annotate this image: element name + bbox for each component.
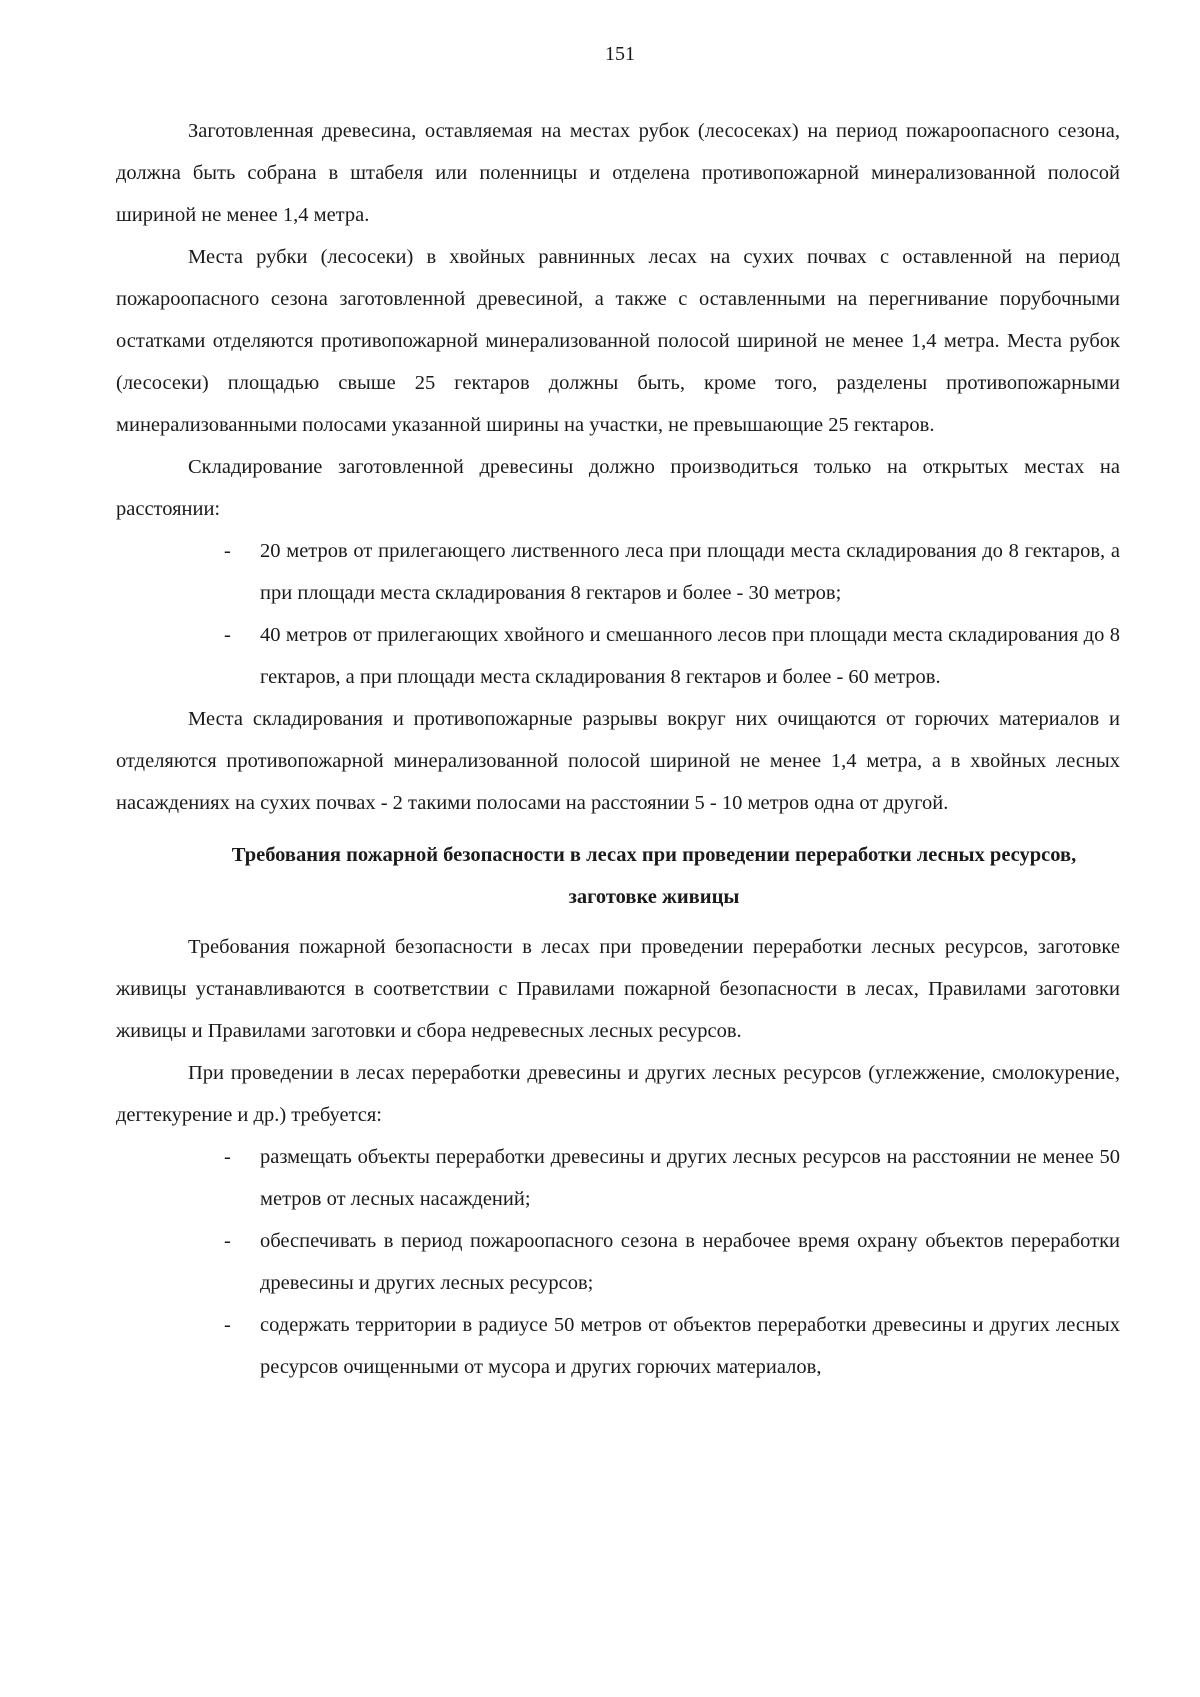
list-item-text: обеспечивать в период пожароопасного сезона в нерабочее время охрану объектов переработки древесины и других лесных ресурсов; — [260, 1230, 1120, 1294]
list-item — [116, 1136, 1120, 1220]
page-body — [116, 110, 1120, 1388]
list-item-text: содержать территории в радиусе 50 метров от объектов переработки древесины и других лесных ресурсов очищенными от мусора и других горючих материалов, — [260, 1314, 1120, 1378]
paragraph-storage-distance: Складирование заготовленной древесины должно производиться только на открытых местах на расстоянии: — [116, 456, 1120, 520]
processing-requirements-list — [116, 1136, 1120, 1388]
list-item — [116, 1304, 1120, 1388]
paragraph-harvested-wood: Заготовленная древесина, оставляемая на местах рубок (лесосеках) на период пожароопасного сезона, должна быть собрана в штабеля или поленницы и отделена противопожарной минерализованной полосой шириной не менее 1,4 метра. — [116, 120, 1120, 226]
list-bullet: - — [224, 1230, 231, 1252]
list-item — [116, 1220, 1120, 1304]
paragraph-processing: При проведении в лесах переработки древесины и других лесных ресурсов (углежжение, смолокурение, дегтекурение и др.) требуется: — [116, 1062, 1120, 1126]
list-item-text: 40 метров от прилегающих хвойного и смешанного лесов при площади места складирования до 8 гектаров, а при площади места складирования 8 гектаров и более - 60 метров. — [260, 624, 1120, 688]
list-bullet: - — [224, 1314, 231, 1336]
list-item-text: размещать объекты переработки древесины и других лесных ресурсов на расстоянии не менее 50 метров от лесных насаждений; — [260, 1146, 1120, 1210]
paragraph-requirements: Требования пожарной безопасности в лесах при проведении переработки лесных ресурсов, заготовке живицы устанавливаются в соответствии с Правилами пожарной безопасности в лесах, Правилами заготовки живицы и Правилами заготовки и сбора недревесных лесных ресурсов. — [116, 936, 1120, 1042]
section-heading: Требования пожарной безопасности в лесах при проведении переработки лесных ресурсов, заготовке живицы — [231, 844, 1077, 908]
list-item — [116, 530, 1120, 614]
list-bullet: - — [224, 540, 231, 562]
paragraph-cutting-areas: Места рубки (лесосеки) в хвойных равнинных лесах на сухих почвах с оставленной на период пожароопасного сезона заготовленной древесиной, а также с оставленными на перегнивание порубочными остатками отделяются противопожарной минерализованной полосой шириной не менее 1,4 метра. Места рубок (лесосеки) площадью свыше 25 гектаров должны быть, кроме того, разделены противопожарными минерализованными полосами указанной ширины на участки, не превышающие 25 гектаров. — [116, 246, 1120, 436]
paragraph-storage-clearing: Места складирования и противопожарные разрывы вокруг них очищаются от горючих материалов и отделяются противопожарной минерализованной полосой шириной не менее 1,4 метра, а в хвойных лесных насаждениях на сухих почвах - 2 такими полосами на расстоянии 5 - 10 метров одна от другой. — [116, 708, 1120, 814]
list-item — [116, 614, 1120, 698]
page-number: 151 — [605, 43, 635, 65]
list-bullet: - — [224, 1146, 231, 1168]
list-item-text: 20 метров от прилегающего лиственного леса при площади места складирования до 8 гектаров, а при площади места складирования 8 гектаров и более - 30 метров; — [260, 540, 1120, 604]
list-bullet: - — [224, 624, 231, 646]
storage-distance-list — [116, 530, 1120, 698]
